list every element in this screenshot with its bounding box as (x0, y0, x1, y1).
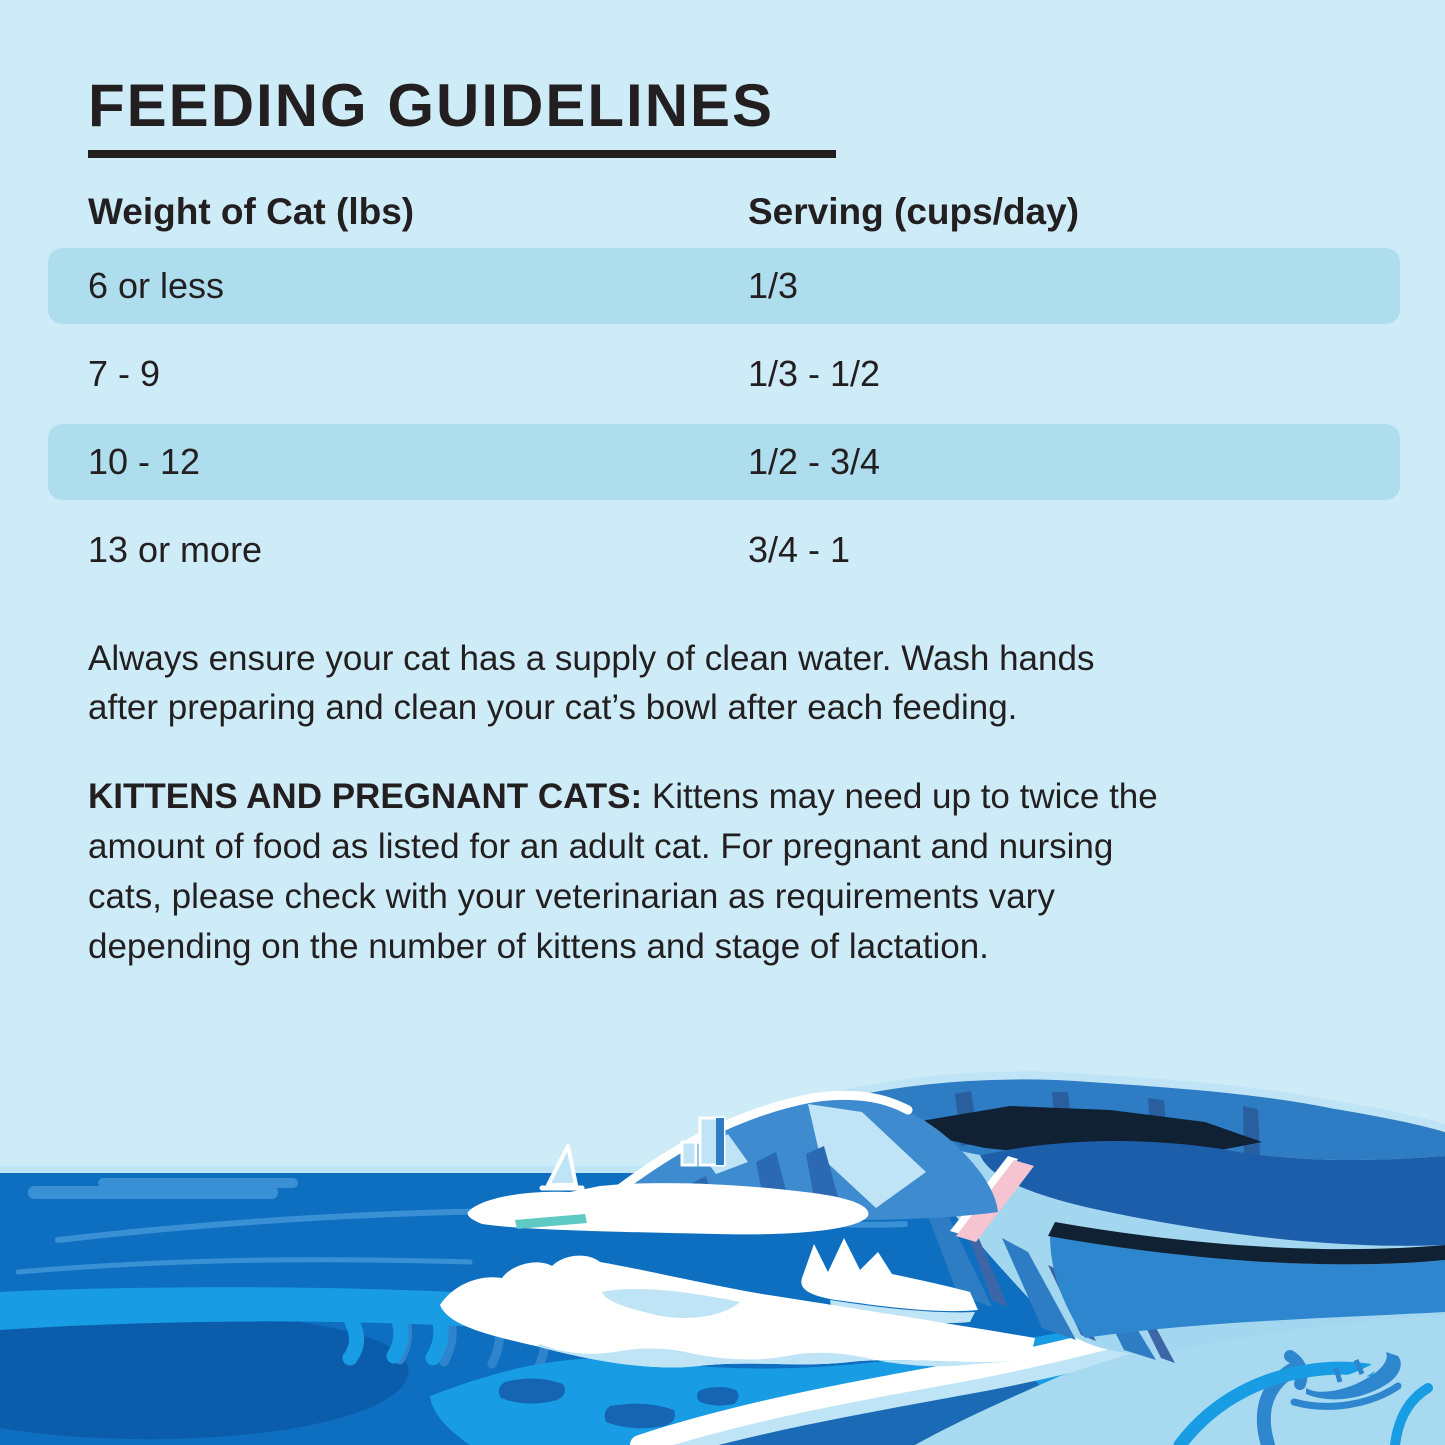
clean-water-note-line: Always ensure your cat has a supply of clean water. Wash hands (88, 639, 1095, 678)
clean-water-note-line: after preparing and clean your cat’s bowl after each feeding. (88, 688, 1018, 727)
title-underline (88, 150, 836, 158)
kittens-note-line: cats, please check with your veterinarian as requirements vary (88, 877, 1055, 916)
serving-cell: 1/2 - 3/4 (748, 441, 881, 482)
table-row (48, 424, 1400, 500)
weight-cell: 10 - 12 (88, 441, 201, 482)
table-header-weight: Weight of Cat (lbs) (88, 191, 415, 232)
serving-cell: 1/3 (748, 265, 799, 306)
kittens-pregnant-note (88, 772, 1388, 972)
table-row (48, 248, 1400, 324)
kittens-note-line: depending on the number of kittens and stage of lactation. (88, 927, 989, 966)
table-row (48, 336, 1400, 412)
weight-cell: 6 or less (88, 265, 225, 306)
kittens-note-line: amount of food as listed for an adult cat. For pregnant and nursing (88, 827, 1114, 866)
weight-cell: 13 or more (88, 529, 263, 570)
table-header-serving: Serving (cups/day) (748, 191, 1080, 232)
kittens-note-lead: KITTENS AND PREGNANT CATS: (88, 777, 643, 816)
clean-water-note (88, 634, 1388, 732)
page-title: FEEDING GUIDELINES (88, 72, 775, 139)
serving-cell: 3/4 - 1 (748, 529, 851, 570)
kittens-note-line (88, 772, 1388, 822)
coastal-illustration-svg (0, 1060, 1445, 1445)
table-header-row (88, 190, 1388, 234)
weight-cell: 7 - 9 (88, 353, 161, 394)
kittens-note-rest: Kittens may need up to twice the (642, 777, 1158, 816)
coastal-illustration (0, 1060, 1445, 1445)
table-row (48, 512, 1400, 588)
serving-cell: 1/3 - 1/2 (748, 353, 881, 394)
